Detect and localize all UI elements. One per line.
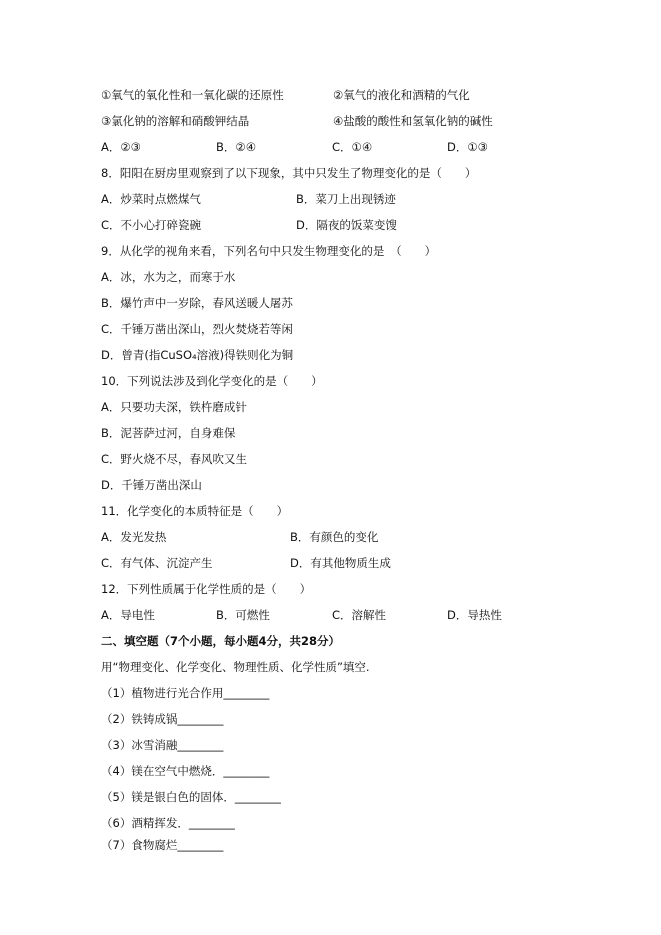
fill-item-4: （4）镁在空气中燃烧．________ [101, 764, 270, 778]
section-instruction: 用“物理变化、化学变化、物理性质、化学性质”填空. [101, 660, 370, 674]
q8-choice-c: C．不小心打碎瓷碗 [101, 218, 202, 232]
fill-item-3: （3）冰雪消融________ [101, 738, 224, 752]
q10-choice-c: C．野火烧不尽，春风吹又生 [101, 452, 248, 466]
q7-choice-d: D．①③ [447, 140, 488, 154]
q9-choice-c: C．千锤万凿出深山，烈火焚烧若等闲 [101, 322, 294, 336]
q7-choice-a: A．②③ [101, 140, 141, 154]
q9-stem: 9．从化学的视角来看，下列名句中只发生物理变化的是 （ ） [101, 244, 437, 258]
q8-stem: 8．阳阳在厨房里观察到了以下现象，其中只发生了物理变化的是（ ） [101, 166, 477, 180]
q8-choice-b: B．菜刀上出现锈迹 [296, 192, 396, 206]
q12-choice-b: B．可燃性 [216, 608, 270, 622]
q7-choice-c: C．①④ [332, 140, 373, 154]
q10-stem: 10．下列说法涉及到化学变化的是（ ） [101, 374, 323, 388]
q11-choice-d: D．有其他物质生成 [290, 556, 391, 570]
fill-item-7: （7）食物腐烂________ [101, 838, 224, 852]
option-3: ③氯化钠的溶解和硝酸钾结晶 [101, 114, 250, 128]
q11-choice-c: C．有气体、沉淀产生 [101, 556, 213, 570]
q10-choice-a: A．只要功夫深，铁杵磨成针 [101, 400, 247, 414]
option-1: ①氧气的氧化性和一氧化碳的还原性 [101, 88, 284, 102]
q12-choice-d: D．导热性 [447, 608, 502, 622]
q8-choice-a: A．炒菜时点燃煤气 [101, 192, 201, 206]
q11-choice-b: B．有颜色的变化 [290, 530, 379, 544]
q7-choice-b: B．②④ [216, 140, 257, 154]
q9-choice-d: D．曾青(指CuSO₄溶液)得铁则化为铜 [101, 348, 294, 362]
option-2: ②氧气的液化和酒精的气化 [333, 88, 470, 102]
q11-stem: 11．化学变化的本质特征是（ ） [101, 504, 289, 518]
fill-item-6: （6）酒精挥发．________ [101, 816, 235, 830]
q9-choice-a: A．冰，水为之，而寒于水 [101, 270, 236, 284]
q9-choice-b: B．爆竹声中一岁除，春风送暖人屠苏 [101, 296, 293, 310]
fill-item-5: （5）镁是银白色的固体．________ [101, 790, 281, 804]
q12-choice-a: A．导电性 [101, 608, 155, 622]
q11-choice-a: A．发光发热 [101, 530, 167, 544]
fill-item-2: （2）铁铸成锅________ [101, 712, 224, 726]
q8-choice-d: D．隔夜的饭菜变馊 [296, 218, 397, 232]
q10-choice-b: B．泥菩萨过河，自身难保 [101, 426, 236, 440]
fill-item-1: （1）植物进行光合作用________ [101, 686, 270, 700]
q10-choice-d: D．千锤万凿出深山 [101, 478, 202, 492]
q12-choice-c: C．溶解性 [332, 608, 387, 622]
q12-stem: 12．下列性质属于化学性质的是（ ） [101, 582, 312, 596]
option-4: ④盐酸的酸性和氢氧化钠的碱性 [333, 114, 493, 128]
section-heading: 二、填空题（7个小题，每小题4分，共28分） [101, 634, 341, 648]
